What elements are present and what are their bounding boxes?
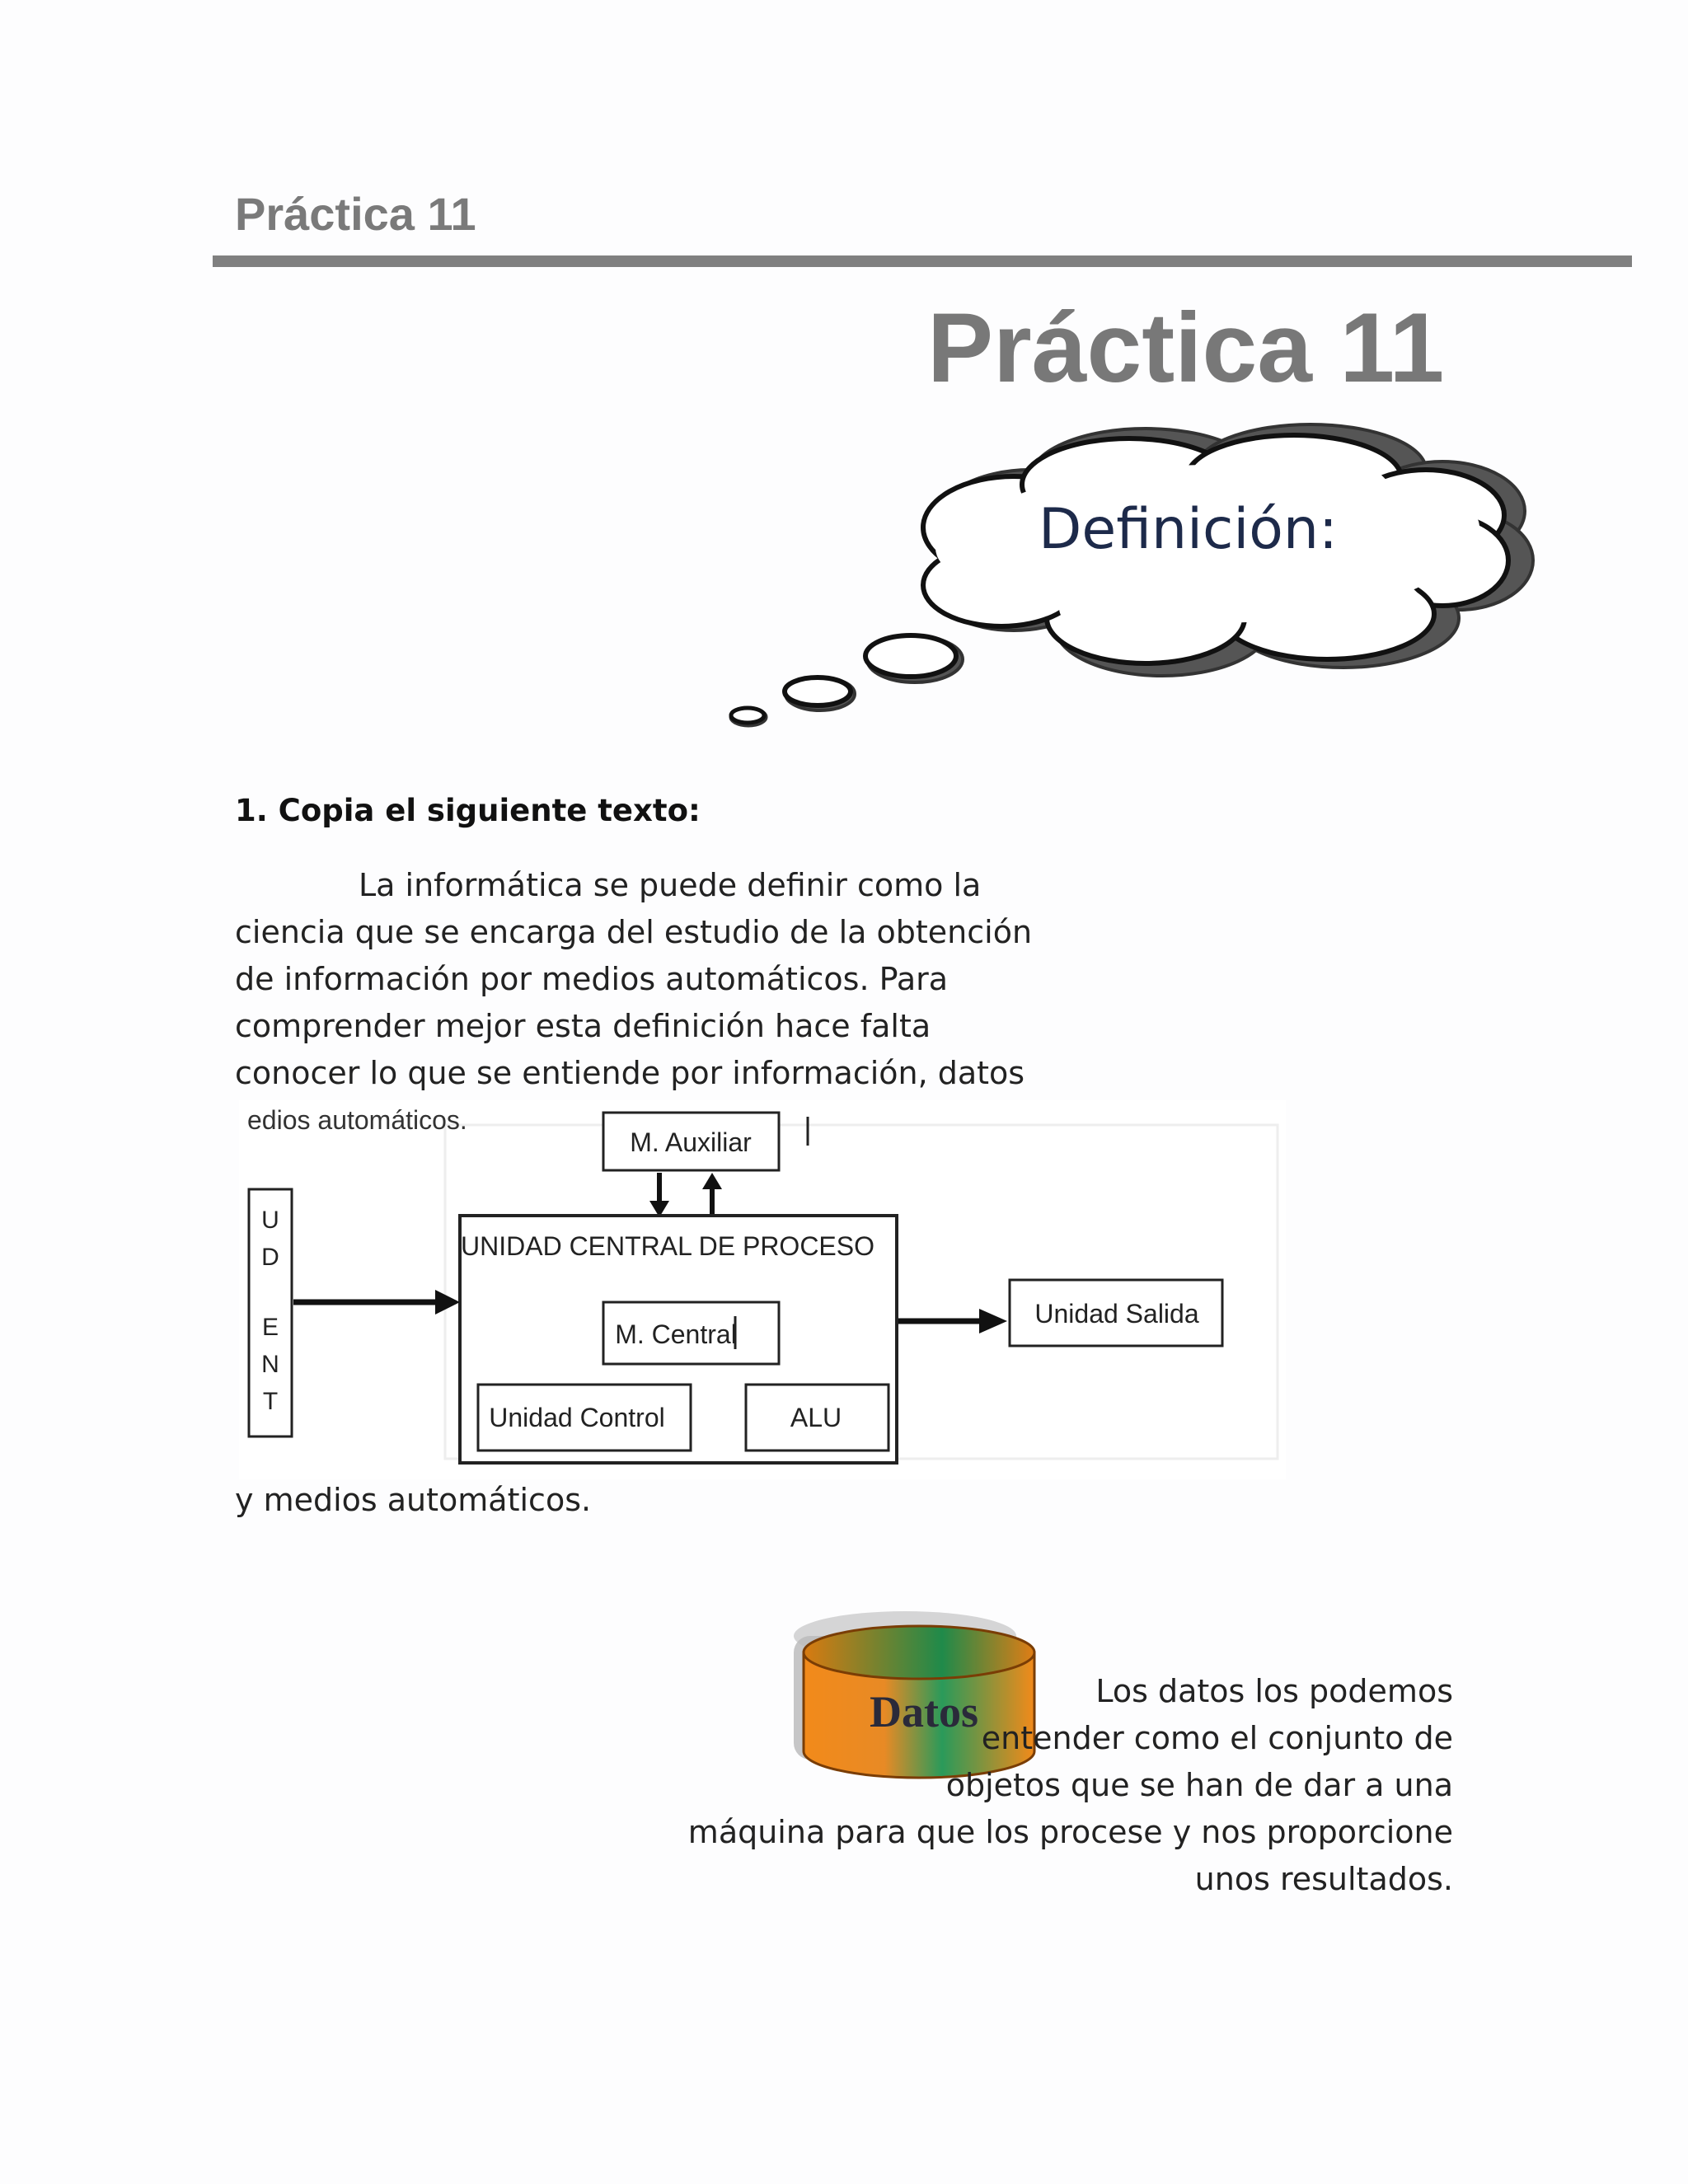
input-letter: N — [261, 1351, 279, 1378]
cpu-label: UNIDAD CENTRAL DE PROCESO — [461, 1231, 874, 1261]
input-letter: E — [261, 1314, 279, 1341]
thought-bubble — [717, 420, 1550, 742]
paragraph-line: de información por medios automáticos. Para — [235, 961, 949, 997]
paragraph-line: entender como el conjunto de — [981, 1720, 1453, 1756]
body-paragraph — [235, 862, 1109, 1097]
bubble-text: Definición: — [1039, 497, 1338, 562]
header-title: Práctica 11 — [235, 188, 476, 240]
input-letter: T — [262, 1388, 279, 1415]
paragraph-line: Los datos los podemos — [1095, 1673, 1453, 1709]
paragraph-line: comprender mejor esta definición hace falta — [235, 1008, 931, 1044]
aux-memory-label: M. Auxiliar — [630, 1127, 752, 1157]
header-divider — [213, 255, 1632, 267]
input-letter: D — [261, 1244, 279, 1271]
paragraph-line: ciencia que se encarga del estudio de la obtención — [235, 914, 1033, 950]
paragraph-line: La informática se puede definir como la — [359, 867, 982, 903]
alu-label: ALU — [790, 1403, 842, 1432]
paragraph-line: objetos que se han de dar a una — [945, 1767, 1453, 1803]
caption-fragment: edios automáticos. — [247, 1105, 467, 1135]
control-unit-label: Unidad Control — [489, 1403, 665, 1432]
paragraph-line: conocer lo que se entiende por información, datos — [235, 1055, 1025, 1091]
output-unit-label: Unidad Salida — [1034, 1299, 1199, 1329]
page-title: Práctica 11 — [927, 293, 1445, 403]
central-memory-label: M. Central — [615, 1319, 737, 1349]
architecture-diagram — [239, 1100, 1286, 1479]
datos-paragraph — [546, 1668, 1453, 1903]
paragraph-line: unos resultados. — [1194, 1861, 1453, 1897]
paragraph-continuation: y medios automáticos. — [235, 1482, 592, 1518]
database-label: Datos — [870, 1687, 978, 1736]
paragraph-line: máquina para que los procese y nos proporcione — [687, 1814, 1453, 1850]
task-instruction: 1. Copia el siguiente texto: — [235, 793, 701, 828]
input-letter: U — [261, 1207, 279, 1234]
